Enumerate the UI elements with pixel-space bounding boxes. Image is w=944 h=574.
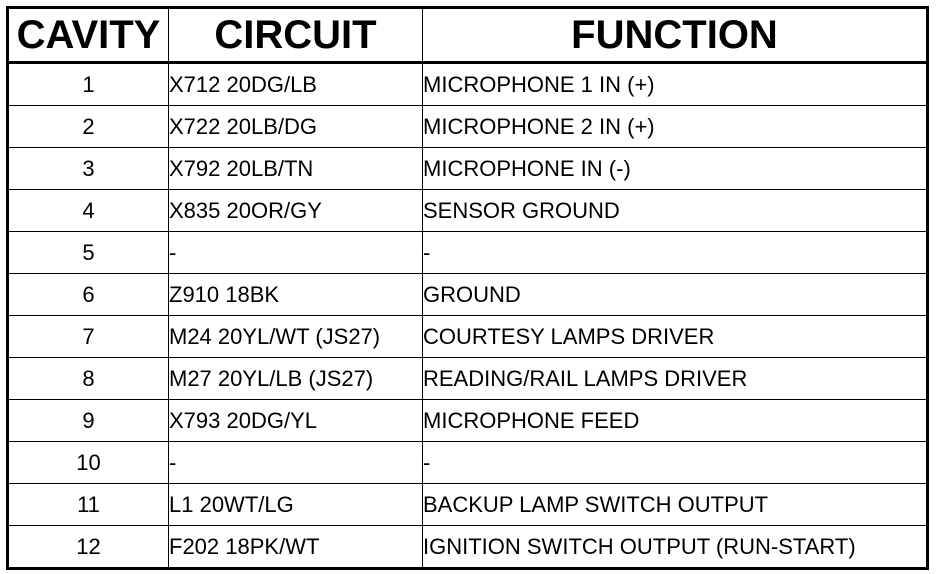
table-row [8, 400, 928, 442]
cavity-cell: 7 [8, 316, 169, 358]
function-cell: - [423, 232, 928, 274]
function-cell: READING/RAIL LAMPS DRIVER [423, 358, 928, 400]
cavity-cell: 4 [8, 190, 169, 232]
function-cell: MICROPHONE IN (-) [423, 148, 928, 190]
function-cell: SENSOR GROUND [423, 190, 928, 232]
circuit-cell: F202 18PK/WT [169, 526, 423, 569]
table-row [8, 232, 928, 274]
cavity-cell: 8 [8, 358, 169, 400]
table-row [8, 484, 928, 526]
function-cell: MICROPHONE 1 IN (+) [423, 63, 928, 106]
cavity-cell: 1 [8, 63, 169, 106]
table-row [8, 442, 928, 484]
function-cell: BACKUP LAMP SWITCH OUTPUT [423, 484, 928, 526]
table-header [8, 8, 928, 63]
function-cell: GROUND [423, 274, 928, 316]
table-row [8, 274, 928, 316]
cavity-cell: 12 [8, 526, 169, 569]
circuit-cell: X722 20LB/DG [169, 106, 423, 148]
function-cell: - [423, 442, 928, 484]
header-cavity: CAVITY [8, 8, 169, 63]
function-cell: IGNITION SWITCH OUTPUT (RUN-START) [423, 526, 928, 569]
circuit-cell: M24 20YL/WT (JS27) [169, 316, 423, 358]
header-circuit: CIRCUIT [169, 8, 423, 63]
table-row [8, 63, 928, 106]
circuit-cell: Z910 18BK [169, 274, 423, 316]
function-cell: MICROPHONE FEED [423, 400, 928, 442]
circuit-cell: L1 20WT/LG [169, 484, 423, 526]
circuit-cell: - [169, 442, 423, 484]
header-row [8, 8, 928, 63]
circuit-cell: X712 20DG/LB [169, 63, 423, 106]
connector-pinout-table [6, 6, 929, 570]
cavity-cell: 3 [8, 148, 169, 190]
table-row [8, 316, 928, 358]
table-body [8, 63, 928, 569]
table-row [8, 190, 928, 232]
circuit-cell: X793 20DG/YL [169, 400, 423, 442]
cavity-cell: 6 [8, 274, 169, 316]
function-cell: MICROPHONE 2 IN (+) [423, 106, 928, 148]
header-function: FUNCTION [423, 8, 928, 63]
cavity-cell: 2 [8, 106, 169, 148]
circuit-cell: - [169, 232, 423, 274]
cavity-cell: 11 [8, 484, 169, 526]
table-row [8, 358, 928, 400]
function-cell: COURTESY LAMPS DRIVER [423, 316, 928, 358]
table-row [8, 106, 928, 148]
circuit-cell: X835 20OR/GY [169, 190, 423, 232]
cavity-cell: 5 [8, 232, 169, 274]
circuit-cell: X792 20LB/TN [169, 148, 423, 190]
table-row [8, 148, 928, 190]
cavity-cell: 9 [8, 400, 169, 442]
circuit-cell: M27 20YL/LB (JS27) [169, 358, 423, 400]
cavity-cell: 10 [8, 442, 169, 484]
table-row [8, 526, 928, 569]
